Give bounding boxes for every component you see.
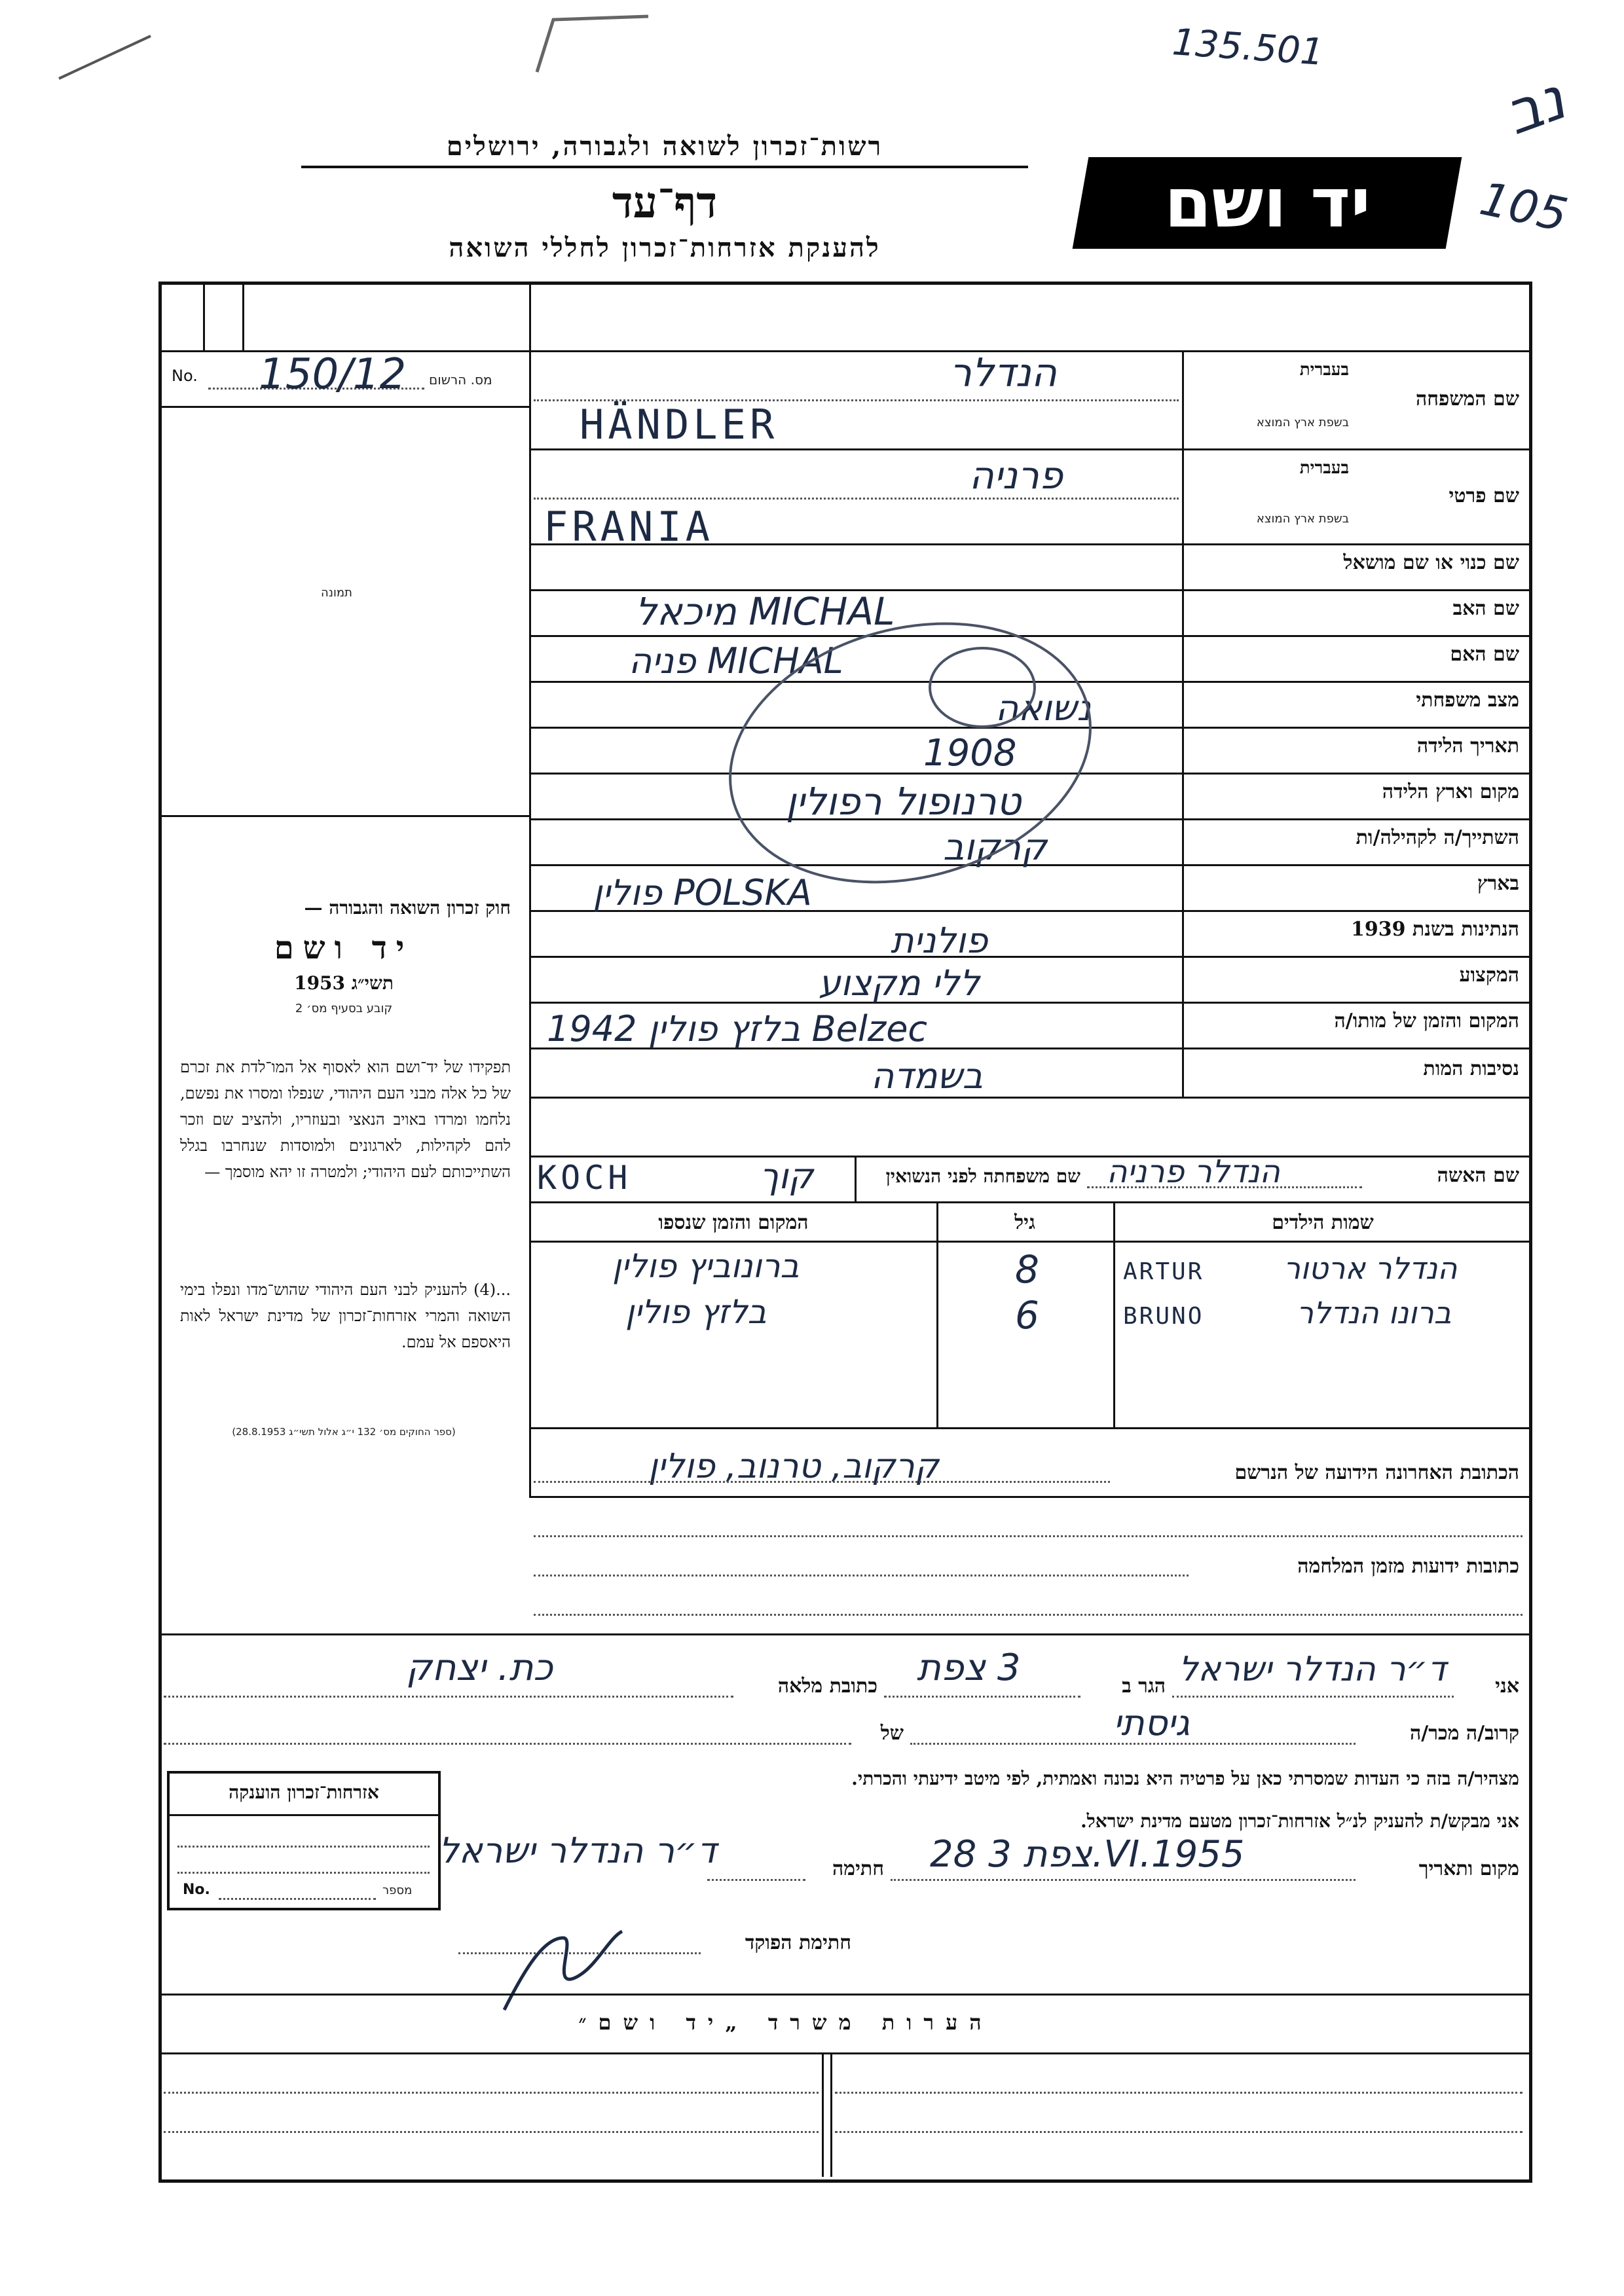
death-cause-label: נסיבות המות (1423, 1057, 1519, 1080)
logo-text: יד ושם (1164, 163, 1371, 243)
authority-line: רשות־זכרון לשואה ולגבורה, ירושלים (301, 131, 1028, 168)
place-date-label: מקום ותאריך (1418, 1857, 1519, 1880)
citizenship-num-label: מספר (382, 1884, 413, 1897)
wife-name-label: שם האשה (1437, 1164, 1519, 1187)
registration-label: מס. הרשום (429, 372, 492, 388)
citizenship-no-label: No. (183, 1882, 210, 1898)
citizenship-value: פולנית (891, 920, 988, 961)
child-name-hebrew: ברונו הנדלר (1297, 1295, 1452, 1330)
sheet-number: 105 (1475, 172, 1572, 242)
stray-marks (0, 0, 655, 105)
child-age: 6 (1015, 1293, 1039, 1338)
yad-vashem-logo (1073, 157, 1462, 249)
war-addresses-label: כתובות ידועות מזמן המלחמה (1297, 1555, 1519, 1578)
witness-relation-label: קרוב/ה מכר/ה (1410, 1722, 1519, 1745)
first-name-hebrew: פרניה (969, 453, 1063, 498)
in-hebrew-label-1: בעברית (1299, 360, 1349, 380)
country-label: בארץ (1477, 872, 1519, 895)
child-name-latin: BRUNO (1123, 1303, 1204, 1330)
law-year: תשי״ג 1953 (294, 972, 394, 994)
photo-label: תמונה (321, 586, 352, 600)
child-death-place: ברונוביץ פולין (612, 1247, 800, 1285)
witness-i-label: אני (1495, 1675, 1519, 1698)
birth-date-label: תאריך הלידה (1416, 735, 1519, 757)
child-name-hebrew: הנדלר ארטור (1283, 1250, 1458, 1286)
family-name-origin: HÄNDLER (580, 401, 779, 448)
father-name-label: שם האב (1452, 597, 1519, 620)
death-place-value: Belzec בלזץ פולין 1942 (547, 1008, 928, 1049)
birth-place-label: מקום וארץ הלידה (1382, 780, 1519, 803)
citizenship-granted-box (167, 1771, 441, 1910)
in-hebrew-label-2: בעברית (1299, 458, 1349, 478)
signature-label: חתימה (832, 1857, 884, 1880)
origin-lang-label-1: בשפת ארץ המוצא (1256, 416, 1349, 429)
declaration-line-1: מצהיר/ה בזה כי העדות שמסרתי כאן על פרטיה היא נכונה ואמתית, לפי מיטב ידיעתי והכרתי. (851, 1768, 1519, 1789)
maiden-name-label: שם משפחתה לפני הנשואין (885, 1165, 1080, 1187)
law-text-2: ...(4) להעניק לבני העם היהודי שהוש־מדו ונפלו בימי השואה והמרי אזרחות־זכרון של מדינת ישראל לאות היאספם אל עמם. (180, 1281, 511, 1351)
profession-label: המקצוע (1459, 964, 1519, 987)
wife-name-value: הנדלר פרניה (1107, 1154, 1280, 1190)
place-date-value: צפת 3 28.VI.1955 (930, 1833, 1245, 1876)
child-age: 8 (1015, 1247, 1039, 1292)
witness-signature: ד״ר הנדלר ישראל (439, 1830, 717, 1871)
form-subtitle: להענקת אזרחות־זכרון לחללי השואה (449, 232, 881, 263)
mother-name-value: MICHAL פניה (629, 640, 843, 682)
law-source: (ספר החוקים מס׳ 132 י״ג אלול תשי״ג 28.8.1953) (232, 1426, 456, 1438)
community-label: השתייך/ה לקהילה/ות (1356, 826, 1519, 849)
witness-full-address-label: כתובת מלאה (777, 1675, 877, 1698)
marital-status-label: מצב משפחתי (1416, 689, 1519, 712)
last-address-value: קרקוב, טרנוב, פולין (648, 1447, 939, 1486)
marital-status-value: נשואה (995, 687, 1091, 729)
profession-value: ללי מקצוע (819, 962, 980, 1004)
maiden-name-hebrew: קוך (760, 1156, 814, 1197)
father-name-value: MICHAL מיכאל (635, 589, 895, 634)
witness-name: ד״ר הנדלר ישראל (1179, 1650, 1447, 1689)
death-cause-value: בשמדה (871, 1055, 983, 1097)
file-number: 135.501 (1171, 21, 1325, 74)
law-clause: קובע בסעיף מס׳ 2 (295, 1002, 393, 1015)
witness-resides-label: הגר ב (1122, 1675, 1166, 1698)
community-value: קרקוב (943, 826, 1047, 869)
mother-name-label: שם האם (1450, 643, 1519, 666)
officer-signature-label: חתימת הפוקד (745, 1931, 851, 1954)
first-name-origin: FRANIA (544, 503, 714, 551)
country-value: POLSKA פולין (593, 872, 812, 913)
witness-address: כת. יצחק (406, 1647, 553, 1689)
notes-title: הערות משרד „יד ושם״ (578, 2010, 993, 2035)
registration-no-label: No. (172, 367, 198, 385)
sheet-mark: נב (1496, 64, 1574, 149)
child-death-place: בלזץ פולין (625, 1293, 767, 1331)
children-place-header: המקום והזמן שנספו (658, 1211, 809, 1234)
last-address-label: הכתובת האחרונה הידועה של הנרשם (1234, 1461, 1519, 1484)
birth-date-value: 1908 (923, 732, 1017, 774)
witness-relation-value: גיסתי (1113, 1702, 1190, 1743)
death-place-label: המקום והזמן של מותו/ה (1334, 1010, 1519, 1032)
children-names-header: שמות הילדים (1272, 1211, 1374, 1234)
witness-of-label: של (880, 1722, 904, 1745)
citizenship-label: הנתינות בשנת 1939 (1350, 918, 1519, 941)
law-name: יד ושם (274, 930, 414, 966)
alias-label: שם כנוי או שם מושאל (1343, 551, 1519, 574)
child-name-latin: ARTUR (1123, 1258, 1204, 1285)
citizenship-granted-title: אזרחות־זכרון הוענקה (229, 1781, 379, 1803)
family-name-hebrew: הנדלר (950, 350, 1057, 396)
maiden-name-latin: KOCH (537, 1159, 632, 1197)
origin-lang-label-2: בשפת ארץ המוצא (1256, 512, 1349, 526)
children-age-header: גיל (1014, 1211, 1035, 1234)
witness-city: 3 צפת (917, 1647, 1021, 1689)
registration-number: 150/12 (259, 350, 407, 399)
first-name-label: שם פרטי (1449, 484, 1519, 507)
law-title: חוק זכרון השואה והגבורה — (304, 897, 511, 919)
birth-place-value: טרנופול רפולין (786, 779, 1022, 824)
form-title: דף־עד (612, 177, 718, 228)
declaration-line-2: אני מבקש/ת להעניק לנ״ל אזרחות־זכרון מטעם מדינת ישראל. (1080, 1810, 1519, 1832)
circular-mark (707, 609, 1113, 897)
family-name-label: שם המשפחה (1415, 388, 1519, 410)
law-text-1: תפקידו של יד־ושם הוא לאסוף אל המו־לדת את זכרם של כל אלה מבני העם היהודי, שנפלו ומסרו את נפשם, נלחמו ומרדו באויב הנאצי ובעוזריו, ולהציב שם וזכר להם לקהילות, לארגונים ולמוסדות שנחרבו בגלל השתייכותם לעם היהודי; ולמטרה זו יהא מוסמך — (180, 1058, 511, 1181)
